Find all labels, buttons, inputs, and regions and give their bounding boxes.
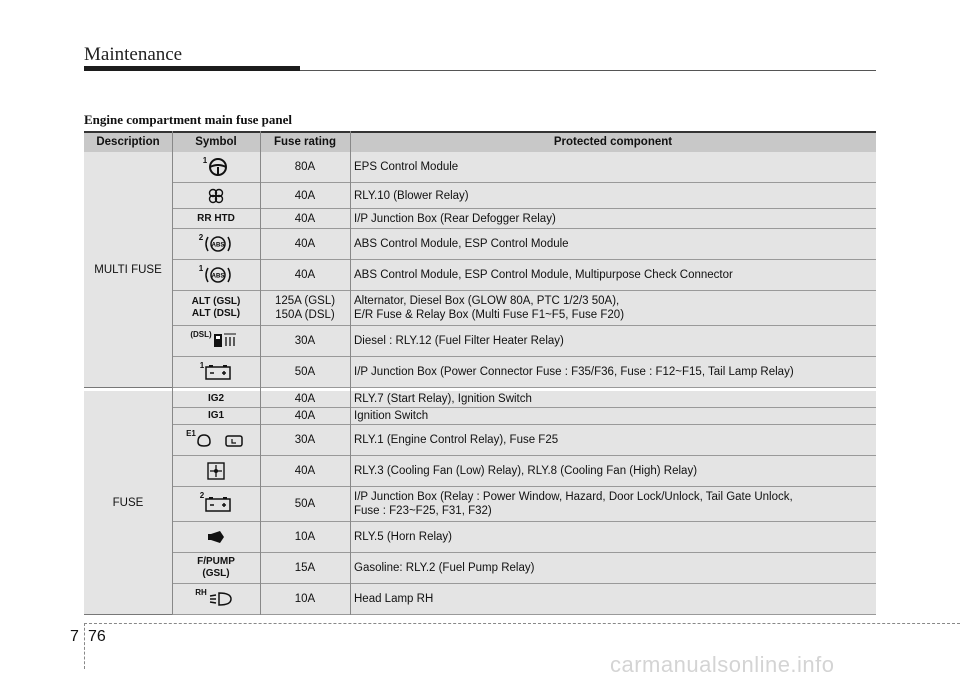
symbol-cell (172, 357, 260, 387)
protected-component-cell: RLY.3 (Cooling Fan (Low) Relay), RLY.8 (Cooling Fan (High) Relay) (354, 465, 698, 477)
symbol-label: 1 (202, 156, 208, 165)
svg-text:ABS: ABS (211, 273, 225, 280)
column-header-description: Description (96, 136, 160, 148)
fuel-filter-heater-icon (212, 331, 242, 351)
symbol-cell (172, 260, 260, 290)
protected-component-cell: I/P Junction Box (Rear Defogger Relay) (354, 212, 556, 225)
column-header-fuse-rating: Fuse rating (274, 136, 336, 148)
fuse-rating-cell: 125A (GSL) 150A (DSL) (274, 295, 336, 321)
table-row (172, 326, 876, 357)
column-header-protected-component: Protected component (553, 136, 673, 148)
table-row (172, 487, 876, 522)
protected-component-cell: EPS Control Module (354, 161, 459, 173)
table-row (172, 522, 876, 553)
protected-component-cell: ABS Control Module, ESP Control Module (354, 238, 569, 250)
protected-component-cell: I/P Junction Box (Power Connector Fuse : F35/F36, Fuse : F12~F15, Tail Lamp Relay) (354, 366, 794, 378)
eps-steering-icon (207, 157, 229, 177)
column-divider (260, 131, 261, 615)
fuse-rating-cell: 40A (294, 410, 316, 422)
fuse-rating-cell: 40A (294, 465, 316, 477)
symbol-cell (172, 487, 260, 521)
symbol-cell (172, 291, 260, 325)
symbol-label: 2 (199, 491, 205, 500)
table-row (172, 456, 876, 487)
battery-icon (204, 496, 232, 512)
symbol-label: IG1 (207, 410, 225, 421)
description-cell: FUSE (84, 391, 172, 615)
symbol-label: 1 (199, 361, 205, 370)
protected-component-cell: RLY.7 (Start Relay), Ignition Switch (354, 393, 532, 405)
fuse-rating-cell: 40A (294, 238, 316, 250)
symbol-label: RH (195, 588, 207, 597)
watermark: carmanualsonline.info (610, 652, 835, 677)
symbol-label: ALT (GSL) ALT (DSL) (191, 296, 241, 319)
symbol-cell (172, 553, 260, 583)
symbol-label: 2 (198, 233, 204, 242)
table-row (172, 408, 876, 425)
protected-component-cell: Head Lamp RH (354, 593, 434, 605)
table-row (172, 260, 876, 291)
fuse-rating-cell: 50A (294, 498, 316, 510)
fuse-rating-cell: 80A (294, 161, 316, 173)
fuse-rating-cell: 40A (294, 189, 316, 202)
protected-component-cell: Gasoline: RLY.2 (Fuel Pump Relay) (354, 562, 535, 574)
head-lamp-icon (207, 590, 237, 608)
symbol-label: (DSL) (190, 330, 212, 339)
symbol-cell (172, 408, 260, 424)
header-bar (84, 66, 300, 71)
symbol-cell (172, 326, 260, 356)
table-header (84, 131, 876, 152)
table-row (172, 152, 876, 183)
header-rule (300, 70, 876, 71)
protected-component-cell: Diesel : RLY.12 (Fuel Filter Heater Relay) (354, 335, 564, 347)
column-divider (172, 131, 173, 615)
table-row (172, 553, 876, 584)
battery-icon (204, 364, 232, 380)
symbol-cell (172, 456, 260, 486)
page-header-title: Maintenance (84, 44, 183, 65)
table-row (172, 425, 876, 456)
symbol-cell (172, 391, 260, 407)
horn-icon (206, 530, 226, 544)
symbol-cell (172, 183, 260, 208)
fuse-rating-cell: 40A (294, 269, 316, 281)
blower-fan-icon (208, 188, 224, 204)
description-cell: MULTI FUSE (84, 152, 172, 388)
protected-component-cell: ABS Control Module, ESP Control Module, Multipurpose Check Connector (354, 269, 733, 281)
symbol-label: F/PUMP (GSL) (197, 556, 235, 579)
symbol-label: RR HTD (197, 212, 235, 224)
column-divider (350, 131, 351, 615)
table-row (172, 357, 876, 388)
footer-rule (84, 623, 960, 624)
cooling-fan-icon (206, 461, 226, 481)
svg-text:ABS: ABS (211, 242, 225, 249)
fuse-rating-cell: 10A (294, 531, 316, 543)
table-row (172, 584, 876, 615)
protected-component-cell: RLY.10 (Blower Relay) (354, 189, 469, 202)
table-row (172, 391, 876, 408)
table-row (172, 291, 876, 326)
symbol-label: 1 (198, 264, 204, 273)
protected-component-cell: Ignition Switch (354, 410, 429, 422)
fuse-rating-cell: 50A (294, 366, 316, 378)
column-header-symbol: Symbol (195, 136, 237, 148)
footer-divider (84, 623, 85, 669)
protected-component-cell: I/P Junction Box (Relay : Power Window, Hazard, Door Lock/Unlock, Tail Gate Unlock, Fuse : F23~F25, F31, F32) (354, 491, 793, 517)
engine-control-icon (196, 432, 246, 448)
table-row (172, 229, 876, 260)
symbol-cell (172, 152, 260, 182)
fuse-rating-cell: 40A (294, 393, 316, 405)
page-number: 76 (88, 628, 106, 645)
table-row (172, 209, 876, 229)
abs-icon (203, 264, 233, 286)
symbol-cell (172, 584, 260, 614)
chapter-number: 7 (70, 628, 79, 645)
protected-component-cell: RLY.1 (Engine Control Relay), Fuse F25 (354, 434, 559, 446)
protected-component-cell: Alternator, Diesel Box (GLOW 80A, PTC 1/2/3 50A), E/R Fuse & Relay Box (Multi Fuse F1~F5, Fuse F20) (354, 295, 625, 321)
symbol-cell (172, 209, 260, 228)
section-title: Engine compartment main fuse panel (84, 112, 292, 127)
protected-component-cell: RLY.5 (Horn Relay) (354, 531, 453, 543)
fuse-rating-cell: 30A (294, 335, 316, 347)
fuse-rating-cell: 30A (294, 434, 316, 446)
table-row (172, 183, 876, 209)
fuse-rating-cell: 10A (294, 593, 316, 605)
symbol-label: IG2 (207, 393, 225, 404)
symbol-cell (172, 522, 260, 552)
fuse-rating-cell: 40A (294, 212, 316, 225)
symbol-cell (172, 425, 260, 455)
abs-icon (203, 233, 233, 255)
symbol-label: E1 (186, 429, 196, 438)
fuse-rating-cell: 15A (294, 562, 316, 574)
symbol-cell (172, 229, 260, 259)
